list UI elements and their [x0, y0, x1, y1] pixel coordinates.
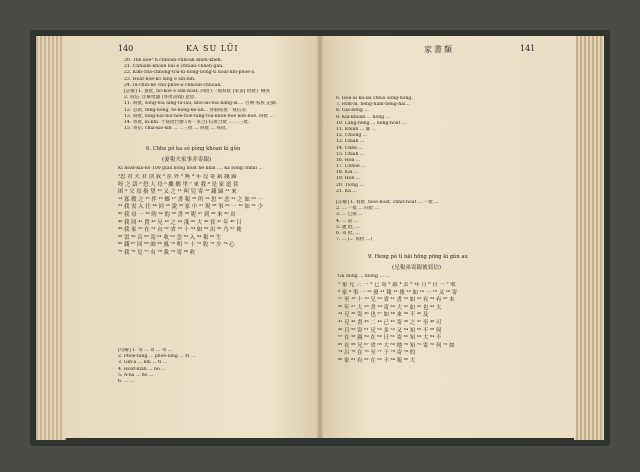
- right-item: 7. Hīm-ai, hēng-hām-hēng-hāi...: [336, 102, 410, 108]
- left-note: 6. ... ...: [118, 378, 135, 384]
- right-running-title: 家書類: [424, 45, 454, 54]
- left-item: 22. Kim-chá-chhòng-tōa-ki-hông-bông-tī hoàt-khì-phoe-á.: [124, 70, 256, 76]
- left-item: 12. 公款, tēng-hóng, tē-hóng-kè-ūn... 各個家批 · 寫信者.: [124, 107, 248, 113]
- right-note: 4. ... 書 ...: [336, 218, 359, 224]
- left-body: [118, 174, 308, 258]
- right-item: 17. Chhōe ...: [336, 164, 366, 170]
- right-item: 14. Chhe ...: [336, 145, 363, 151]
- right-body-line: ⁸⁰ 家 ⁸¹ 有 ⁸² 在 ⁸³ 不 ⁸⁴ 報 ⁸⁵ 大: [338, 357, 416, 364]
- right-item: 12. Chiong ...: [336, 133, 368, 139]
- right-item: 16. Hoa ...: [336, 157, 361, 163]
- left-item: 2. 寫信. 注解批題 (客批書翰) 意思.: [124, 95, 196, 101]
- right-section-heading: 9. Heng pò tì hāi hōng pōng kì gûn au: [368, 254, 468, 260]
- right-body-line: ²⁶ 年 ²⁷ 大 ²⁸ 書 ²⁹ 寄 ³⁰ 大 ³¹ 如 ³² 也 ³³ 大: [338, 304, 442, 311]
- left-top-items: [124, 58, 304, 132]
- left-item: 14. 寄批, kī-khī. 十寫批台號 (寄一來合)·信批合批 ... 二三批.: [124, 119, 250, 125]
- right-body-line: ⁴⁹ 日 ⁵⁰ 寄 ⁵¹ 兄 ⁵² 多 ⁵³ 又 ⁵⁴ 知 ⁵⁵ 不 ⁵⁶ 何: [338, 327, 442, 334]
- left-body-line: ¹⁴ 寡 嫂 之 ¹⁵ 伴 ¹⁶ 鄉 ¹⁷ 書 報 ¹⁸ 所 ¹⁹ 思 ²⁰ 念 ²¹ 之 如 ²² 一: [118, 196, 263, 203]
- left-item: 11. 寫批, sòng-tōa lâng-tà-iau, khó-lai-tōa-bāng-iā ... 台灣-家族 記錄.: [124, 101, 278, 107]
- left-item: 24. Iù-chìn-kè chū-phoe-á-chhoah-chhoah.: [124, 82, 222, 88]
- right-body-line: ⁵⁷ 在 ⁵⁸ 親 ⁵⁹ 在 ⁶⁰ 日 ⁶¹ 寄 ⁶² 知 ⁶³ 大 ⁶⁴ 不: [338, 335, 442, 342]
- right-item: 8. Gia-hèng ...: [336, 108, 369, 114]
- right-note: [註解] 1. 寫批. tsōe-hoat, chhit-hoat ... 一批 ...: [336, 200, 439, 205]
- right-note: 6. 寄 批, ...: [336, 230, 360, 236]
- right-top-items: [336, 96, 546, 195]
- left-romanized-intro: Kì hoat-kia-ho 100 giàn kong hoat hē khai ..., ka bòng chhāi ...: [118, 166, 263, 171]
- left-item: 13. 寫批, long-bāi-hói-hōe-hōe-tāng-tōa-khóe-hōe kòn-hōe. 回批 ...: [124, 113, 275, 119]
- left-body-line: ²³ 我 需 入 往 ²⁴ 回 ²⁵ 說 ²⁶ 家 中 ²⁷ 現 ²⁸ 事 ²⁹ 一 ³⁰ 如 ³¹ 少: [118, 204, 263, 211]
- right-romanized-intro: Gū hong ... kióng ... ...: [338, 274, 390, 279]
- right-page-number: 141: [520, 44, 536, 53]
- left-body-line: ⁷⁵ 我 ⁷⁶ 見 ⁷⁷ 有 ⁷⁸ 我 ⁷⁹ 寄 ⁸⁰ 收: [118, 249, 196, 256]
- right-body-line: ¹ 家 兄 三 一 ² 已 寄 ³ 銀 ⁴ 去 ⁵ 年 月 ⁶ 日 一 ⁷ 收: [338, 282, 456, 288]
- left-item: 21. Chhiam-khòan kài ê chhiâu-chhéh-gâu.: [124, 64, 224, 70]
- left-note: 2. Phōe-tāng ... phoe-lâng ... 寫 ...: [118, 354, 196, 360]
- left-body-line: 呀 之 語 ⁵ 恐 人 母 ⁶ 離 鄉 里 ⁷ 來 我 ⁸ 是 家 道 貧: [118, 181, 239, 188]
- right-body-line: ⁸ 家 ⁹ 事 一 ¹⁰ 發 ¹¹ 報 ¹² 後 ¹³ 如 ¹⁴ 一 ¹⁵ 又 ¹⁶ 寄: [338, 289, 458, 296]
- right-item: 13. Chiah ...: [336, 139, 365, 145]
- right-item: 6. Hōe-ai ka-lāi chhiu sông-hōng.: [336, 96, 413, 101]
- left-page-number: 140: [118, 44, 134, 53]
- right-note: 7. ... (... 寫批 ...): [336, 237, 373, 243]
- right-item: 9. Kia-khòan ... hōng ...: [336, 114, 391, 120]
- right-item: 15. Chiah ...: [336, 151, 365, 157]
- right-note: 2. ... 一批 ... 回批 ...: [336, 206, 380, 212]
- right-item: 11. Khiān ... 臺 ...: [336, 126, 377, 132]
- right-body-line: ⁷⁴ 呂 ⁷⁵ 在 ⁷⁶ 至 ⁷⁷ 于 ⁷⁸ 寄 ⁷⁹ 的: [338, 350, 416, 357]
- left-page-edges: [36, 36, 66, 440]
- left-note: 5. Ā-ha ... hó ...: [118, 372, 154, 378]
- right-body-line: ³⁴ 兄 ³⁵ 寄 ³⁶ 也 ³⁷ 如 ³⁸ 來 ³⁹ 不 ⁴⁰ 及: [338, 312, 429, 319]
- left-section-subtitle: (妻報夫家事并寄銀): [162, 157, 212, 163]
- left-item: 15. 寄信, chia-kīo-sin ... 二三批 ... 寫批 ... 寫批.: [124, 126, 228, 132]
- left-body-line: ¹思 君 夫 君 別 我 ² 在 外 ³ 無 ⁴ 年 沒 寄 銀 錢 歸: [118, 174, 237, 180]
- left-body-line: ⁶⁶ 錢 ⁶⁷ 回 ⁶⁸ 帥 ⁶⁹ 鳳 ⁷⁰ 明 ⁷¹ 十 ⁷² 收 ⁷³ 少 ⁷⁴ 心: [118, 242, 235, 249]
- right-item: 19. Hōe ...: [336, 176, 361, 182]
- right-item: 20. Tiōng ...: [336, 182, 364, 188]
- right-note: 3. ... 已批 ...: [336, 212, 363, 218]
- left-section-heading: 6. Chhe pó ka só pòng khòan kì gûn: [146, 146, 241, 152]
- left-body-line: 困 ⁹ 父 母 指 望 ¹⁰ 又 之 ¹¹ 叫 兒 寄 ¹² 錢 歸 ¹³ 來: [118, 189, 237, 196]
- left-body-line: ⁴⁰ 我 回 ⁴¹ 賈 ⁴² 兄 ⁴³ 之 ⁴⁴ 淺 ⁴⁵ 大 ⁴⁶ 貧 ⁴⁷ 年 ⁴⁸ 日: [118, 219, 242, 226]
- right-notes: [336, 200, 546, 243]
- left-item: [註解] 1. 簽批, hó-kōe ê sìm-hoat; 回批 (一般寫批 [家書] 批批). 檢查: [124, 88, 271, 94]
- right-item: 10. Lâng-hēng ... hēng-hoat ...: [336, 120, 407, 126]
- left-note: 3. Gín-á ... khì ... tī ...: [118, 360, 168, 366]
- right-note: 5. 慮 批, ...: [336, 224, 360, 230]
- right-body-line: ¹⁷ 至 ¹⁸ 十 ¹⁹ 兄 ²⁰ 省 ²¹ 書 ²² 如 ²³ 有 ²⁴ 有 ²⁵ 本: [338, 297, 455, 304]
- left-notes: [118, 348, 306, 385]
- right-body: [338, 282, 550, 366]
- left-item: 23. Hoat-koè-kò lâng ê sin-bīn.: [124, 76, 196, 82]
- right-item: 21. Ka ...: [336, 188, 357, 194]
- left-item: 20. The kòe³ tì chhoah-chhoah kheh-kheh.: [124, 58, 223, 63]
- left-body-line: ³² 我 母 一 ³³ 時 ³⁴ 的 ³⁵ 書 ³⁶ 呢 ³⁷ 到 ³⁸ 來 ³⁹ 出: [118, 211, 236, 218]
- book-gutter: [316, 36, 324, 438]
- left-body-line: ⁴⁹ 我 家 ⁵⁰ 在 ⁵¹ 台 ⁵² 省 ⁵³ 十 ⁵⁴ 如 ⁵⁵ 出 ⁵⁶ 乃 ⁵⁷ 後: [118, 227, 242, 234]
- right-page-edges: [574, 36, 604, 440]
- left-body-line: ⁵⁸ 雷 ⁵⁹ 音 ⁶⁰ 寄 ⁶¹ 收 ⁶² 念 ⁶³ 入 ⁶⁴ 報 ⁶⁵ 生: [118, 234, 222, 241]
- left-running-title: KA SU LÜI: [186, 44, 239, 53]
- left-note: [句解] 1. 寄 ... 寄 ... 寄 ...: [118, 348, 173, 353]
- right-section-subtitle: (兄報弟寄銀後寫信): [392, 265, 442, 271]
- right-item: 18. Kia ...: [336, 170, 359, 176]
- left-note: 4. Hoat-kiàn ... hó ...: [118, 366, 166, 372]
- right-body-line: ⁴¹ 兄 ⁴² 書 ⁴³ 二 ⁴⁴ 已 ⁴⁵ 寄 ⁴⁶ 之 ⁴⁷ 至 ⁴⁸ 可: [338, 319, 442, 326]
- right-body-line: ⁶⁵ 在 ⁶⁶ 兄 ⁶⁷ 省 ⁶⁸ 大 ⁶⁹ 地 ⁷⁰ 知 ⁷¹ 寄 ⁷² 何 ⁷³ 如: [338, 342, 455, 349]
